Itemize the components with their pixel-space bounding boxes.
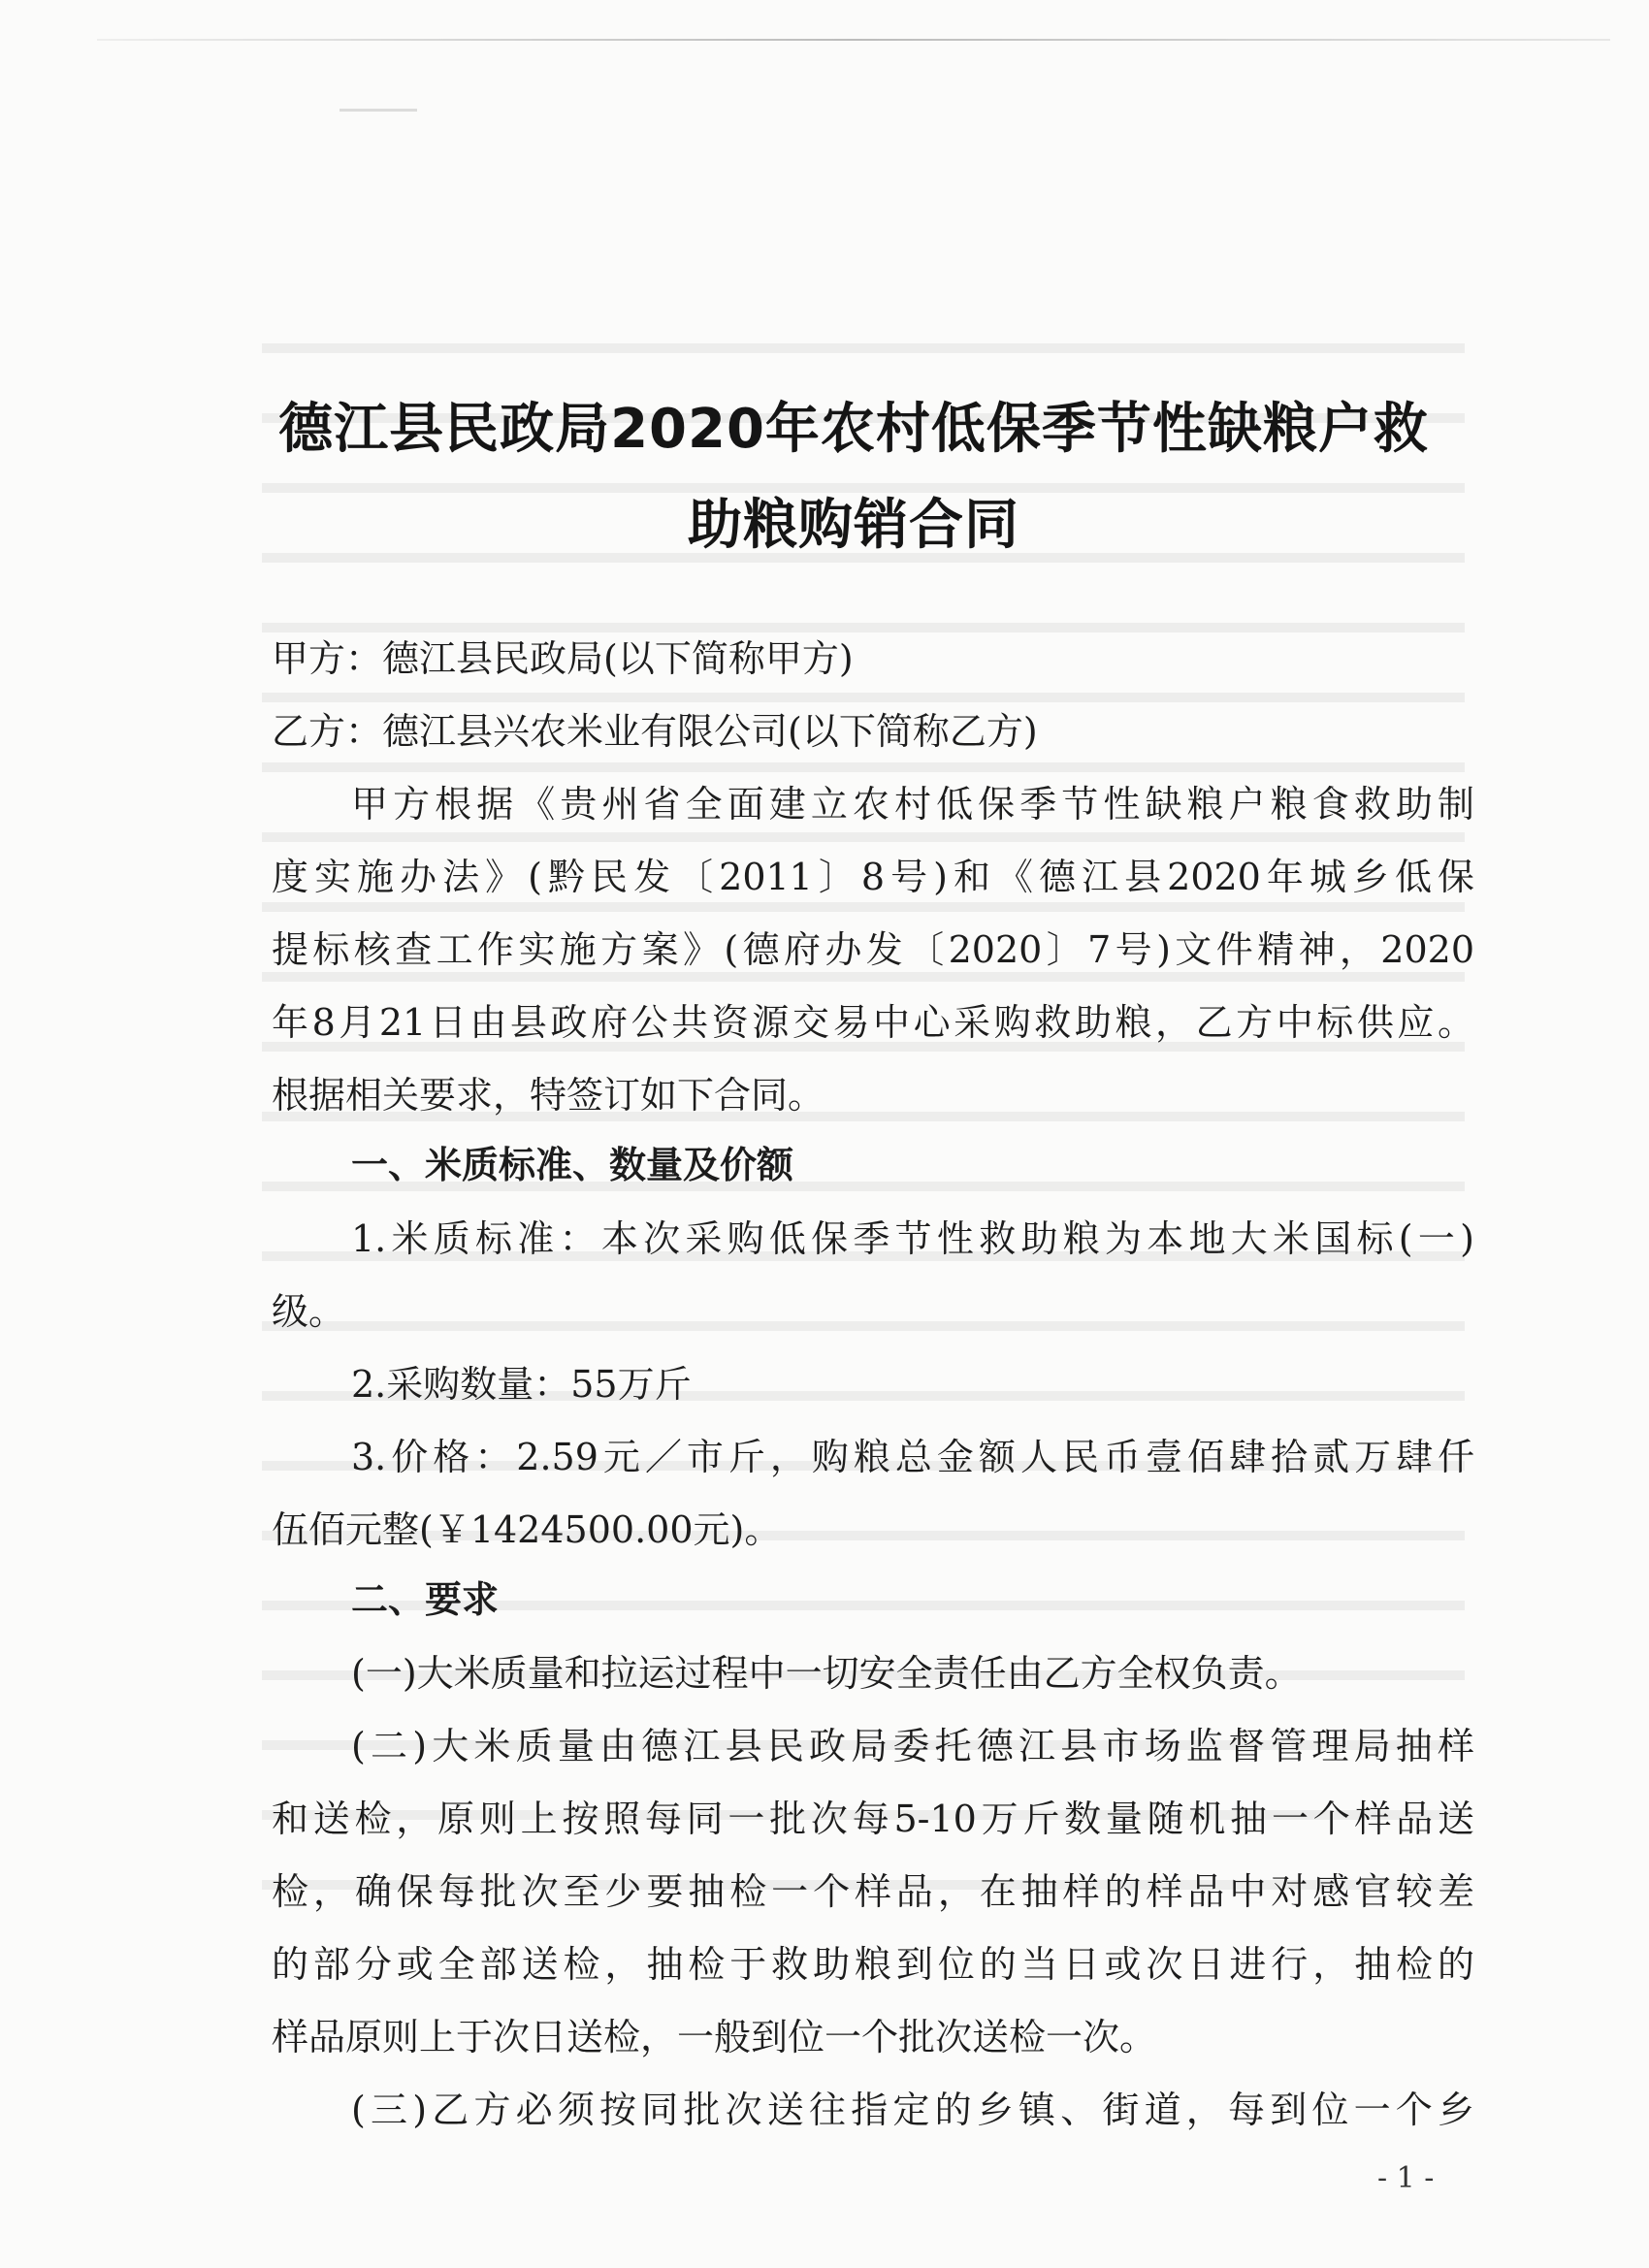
- page-number: - 1 -: [1377, 2161, 1435, 2195]
- clause-line: 级。: [272, 1290, 346, 1333]
- intro-line: 根据相关要求，特签订如下合同。: [272, 1074, 825, 1117]
- document-title-line-1: 德江县民政局2020年农村低保季节性缺粮户救: [278, 398, 1429, 461]
- scan-mark: [340, 109, 417, 112]
- clause-line: (二)大米质量由德江县民政局委托德江县市场监督管理局抽样: [351, 1725, 1474, 1767]
- document-title-line-2: 助粮购销合同: [688, 494, 1019, 557]
- clause-line: 样品原则上于次日送检，一般到位一个批次送检一次。: [272, 2016, 1157, 2058]
- intro-line: 提标核查工作实施方案》(德府办发〔2020〕7号)文件精神，2020: [272, 928, 1474, 971]
- clause-line: (三)乙方必须按同批次送往指定的乡镇、街道，每到位一个乡: [351, 2089, 1474, 2131]
- scan-edge: [97, 39, 1610, 41]
- party-b: 乙方：德江县兴农米业有限公司(以下简称乙方): [272, 710, 1038, 753]
- clause-line: 2.采购数量：55万斤: [351, 1363, 692, 1406]
- clause-line: 3.价格：2.59元／市斤，购粮总金额人民币壹佰肆拾贰万肆仟: [351, 1436, 1474, 1478]
- clause-line: 和送检，原则上按照每同一批次每5-10万斤数量随机抽一个样品送: [272, 1798, 1474, 1840]
- intro-line: 度实施办法》(黔民发〔2011〕8号)和《德江县2020年城乡低保: [272, 856, 1474, 898]
- party-a: 甲方：德江县民政局(以下简称甲方): [272, 637, 854, 680]
- section-heading-2: 二、要求: [351, 1578, 500, 1621]
- intro-line: 年8月21日由县政府公共资源交易中心采购救助粮，乙方中标供应。: [272, 1001, 1474, 1044]
- section-heading-1: 一、米质标准、数量及价额: [351, 1144, 794, 1186]
- clause-line: 检，确保每批次至少要抽检一个样品，在抽样的样品中对感官较差: [272, 1870, 1474, 1913]
- clause-line: 伍佰元整(￥1424500.00元)。: [272, 1508, 782, 1551]
- clause-line: 的部分或全部送检，抽检于救助粮到位的当日或次日进行，抽检的: [272, 1943, 1474, 1986]
- clause-line: 1.米质标准：本次采购低保季节性救助粮为本地大米国标(一): [351, 1217, 1474, 1260]
- clause-line: (一)大米质量和拉运过程中一切安全责任由乙方全权负责。: [351, 1652, 1302, 1695]
- intro-line: 甲方根据《贵州省全面建立农村低保季节性缺粮户粮食救助制: [351, 783, 1474, 826]
